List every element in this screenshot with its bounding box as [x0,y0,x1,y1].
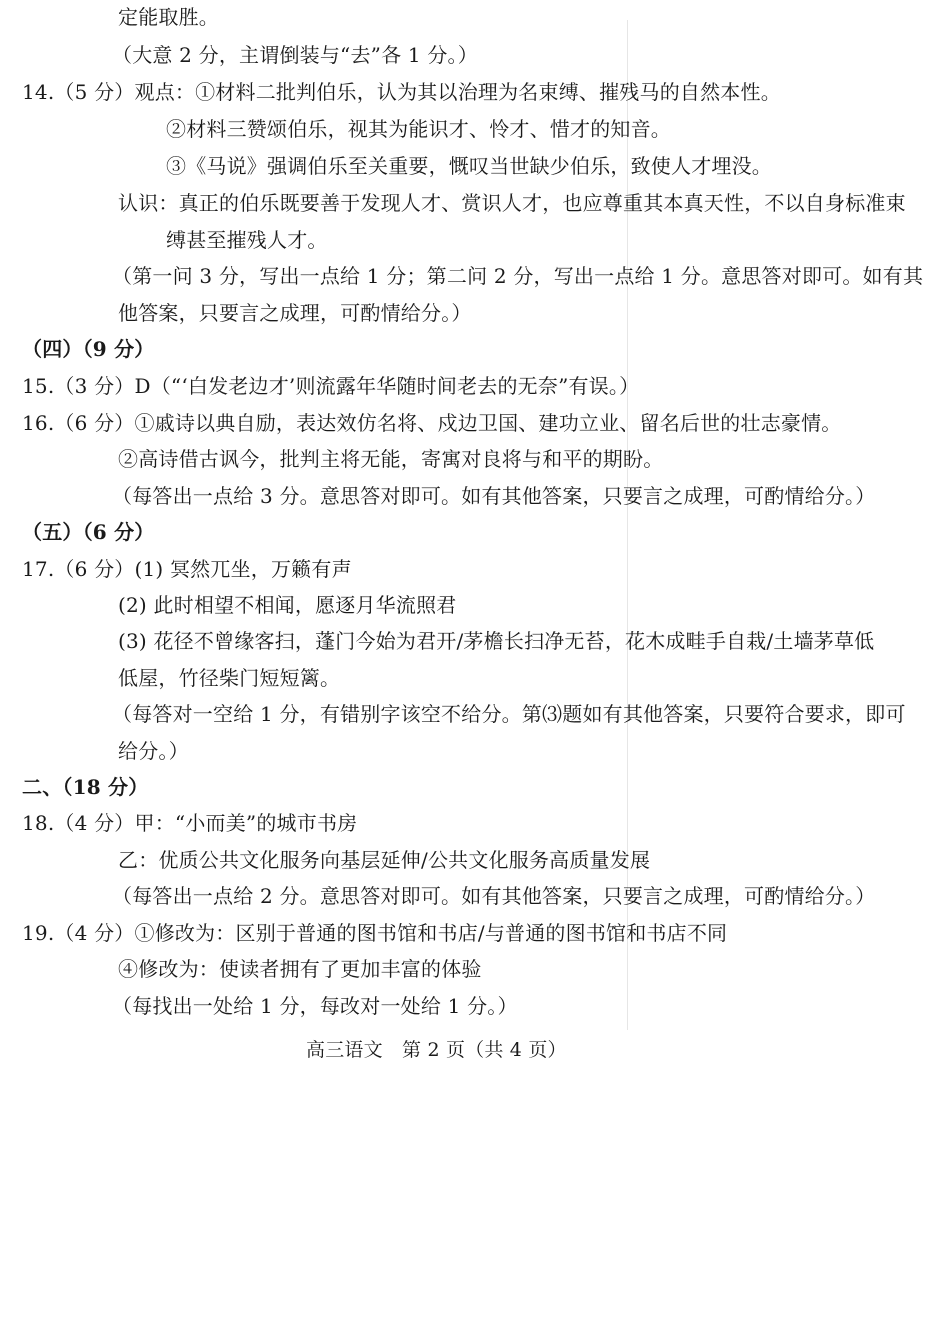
text-line: 乙：优质公共文化服务向基层延伸/公共文化服务高质量发展 [118,848,651,872]
text-line: （大意 2 分，主谓倒装与“去”各 1 分。） [112,43,478,67]
text-line: ③《马说》强调伯乐至关重要，慨叹当世缺少伯乐，致使人才埋没。 [166,154,772,178]
question-19: 19.（4 分）①修改为：区别于普通的图书馆和书店/与普通的图书馆和书店不同 [22,921,728,945]
page-footer: 高三语文 第 2 页（共 4 页） [306,1039,567,1061]
text-line: 认识：真正的伯乐既要善于发现人才、赏识人才，也应尊重其本真天性，不以自身标准束 [118,191,906,215]
question-18: 18.（4 分）甲：“小而美”的城市书房 [22,811,358,835]
text-line: ④修改为：使读者拥有了更加丰富的体验 [118,957,482,981]
text-line: （每答出一点给 3 分。意思答对即可。如有其他答案，只要言之成理，可酌情给分。） [112,484,876,508]
section-heading-5: （五）（6 分） [22,520,155,544]
section-heading-2: 二、（18 分） [22,775,149,799]
question-16: 16.（6 分）①戚诗以典自励，表达效仿名将、戍边卫国、建功立业、留名后世的壮志豪情。 [22,411,842,435]
text-line: 他答案，只要言之成理，可酌情给分。） [118,301,472,325]
question-14: 14.（5 分）观点：①材料二批判伯乐，认为其以治理为名束缚、摧残马的自然本性。 [22,80,781,104]
text-line: 定能取胜。 [118,5,219,29]
question-15: 15.（3 分）D（“‘白发老边才’则流露年华随时间老去的无奈”有误。） [22,374,640,398]
question-17: 17.（6 分）(1) 冥然兀坐，万籁有声 [22,557,352,581]
text-line: (3) 花径不曾缘客扫，蓬门今始为君开/茅檐长扫净无苔，花木成畦手自栽/土墙茅草低 [118,629,875,653]
text-line: 给分。） [118,739,189,763]
text-line: (2) 此时相望不相闻，愿逐月华流照君 [118,593,457,617]
text-line: 缚甚至摧残人才。 [166,228,328,252]
text-line: （每答出一点给 2 分。意思答对即可。如有其他答案，只要言之成理，可酌情给分。） [112,884,876,908]
text-line: ②材料三赞颂伯乐，视其为能识才、怜才、惜才的知音。 [166,117,671,141]
text-line: （每找出一处给 1 分，每改对一处给 1 分。） [112,994,518,1018]
text-line: ②高诗借古讽今，批判主将无能，寄寓对良将与和平的期盼。 [118,447,664,471]
section-heading-4: （四）（9 分） [22,337,155,361]
text-line: 低屋，竹径柴门短短篱。 [118,666,341,690]
text-line: （第一问 3 分，写出一点给 1 分；第二问 2 分，写出一点给 1 分。意思答对即可。如有其 [112,264,924,288]
text-line: （每答对一空给 1 分，有错别字该空不给分。第⑶题如有其他答案，只要符合要求，即可 [112,702,906,726]
